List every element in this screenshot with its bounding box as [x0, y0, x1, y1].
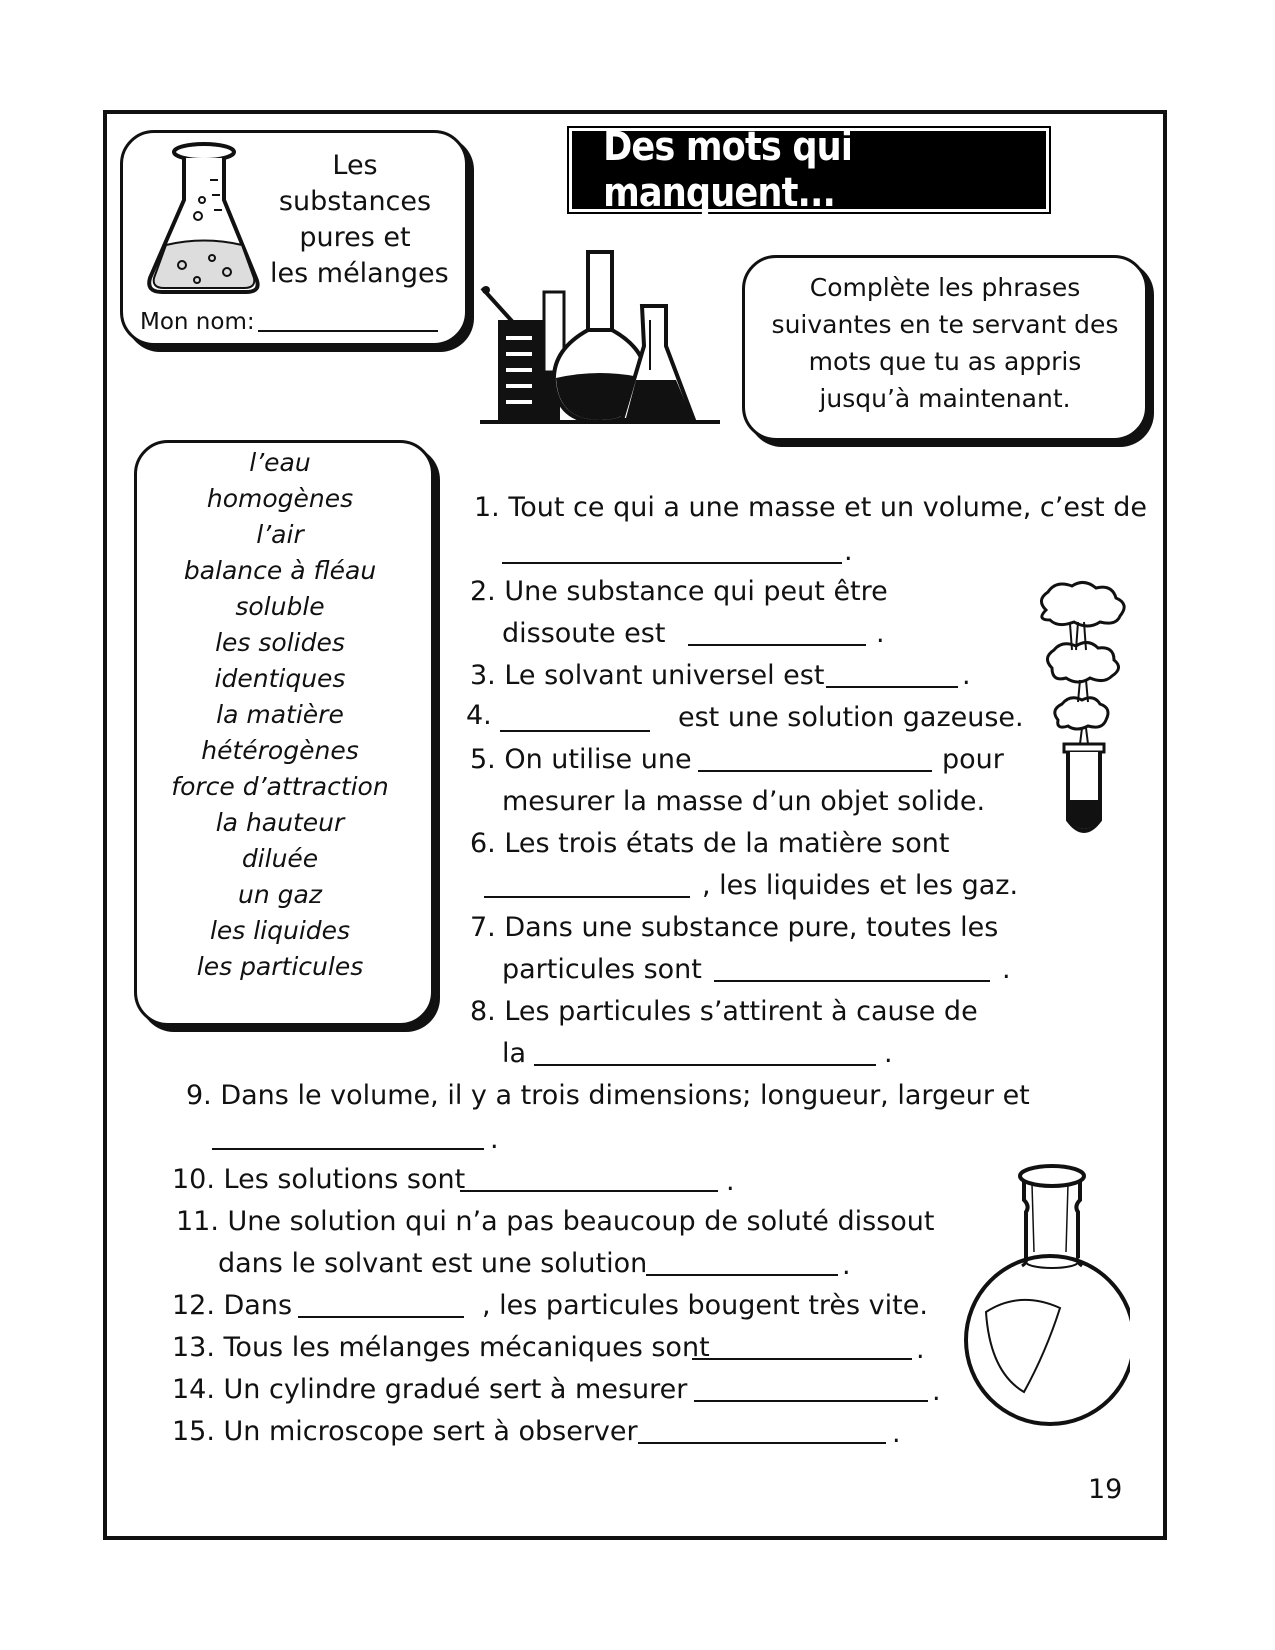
word-bank-item: soluble	[235, 592, 325, 621]
question-14-end: .	[932, 1376, 941, 1407]
test-tube-smoke-icon	[1026, 580, 1136, 840]
question-8-answer[interactable]	[534, 1064, 876, 1066]
question-10-answer[interactable]	[460, 1190, 718, 1192]
word-bank-item: l’air	[256, 520, 304, 549]
question-7-text-cont: particules sont	[502, 954, 702, 985]
word-bank-list	[134, 445, 426, 985]
question-10-end: .	[726, 1166, 735, 1197]
question-8-text-cont: la	[502, 1038, 527, 1069]
word-bank-item: la matière	[216, 700, 344, 729]
question-15-text: 15. Un microscope sert à observer	[172, 1416, 638, 1447]
word-bank-item: homogènes	[206, 484, 354, 513]
question-2-answer[interactable]	[688, 644, 866, 646]
name-field[interactable]	[258, 330, 438, 332]
question-9-end: .	[490, 1124, 499, 1155]
question-13-text: 13. Tous les mélanges mécaniques sont	[172, 1332, 710, 1363]
question-12-text-cont: , les particules bougent très vite.	[482, 1290, 928, 1321]
word-bank-item: force d’attraction	[171, 772, 389, 801]
word-bank-item: la hauteur	[215, 808, 345, 837]
question-1-end: .	[844, 536, 853, 567]
word-bank-item: les liquides	[209, 916, 351, 945]
question-6-text: 6. Les trois états de la matière sont	[470, 828, 950, 859]
unit-title-line-4: les mélanges	[270, 258, 449, 289]
question-3-end: .	[962, 660, 971, 691]
question-8-text: 8. Les particules s’attirent à cause de	[470, 996, 978, 1027]
question-1-answer[interactable]	[502, 562, 842, 564]
word-bank-item: hétérogènes	[201, 736, 359, 765]
question-5-text: 5. On utilise une	[470, 744, 692, 775]
word-bank-item: les solides	[215, 628, 345, 657]
word-bank-item: identiques	[214, 664, 346, 693]
question-4-answer[interactable]	[500, 730, 650, 732]
question-6-answer[interactable]	[484, 896, 690, 898]
word-bank-item: les particules	[196, 952, 364, 981]
word-bank-item: balance à fléau	[183, 556, 377, 585]
question-10-text: 10. Les solutions sont	[172, 1164, 466, 1195]
question-2-text-cont: dissoute est	[502, 618, 666, 649]
question-15-end: .	[892, 1418, 901, 1449]
question-9-text: 9. Dans le volume, il y a trois dimensions; longueur, largeur et	[186, 1080, 1030, 1111]
question-15-answer[interactable]	[638, 1442, 886, 1444]
question-11-text-cont: dans le solvant est une solution	[218, 1248, 648, 1279]
question-4-number: 4.	[466, 700, 492, 731]
question-11-end: .	[842, 1250, 851, 1281]
name-label: Mon nom:	[140, 309, 255, 335]
question-9-answer[interactable]	[212, 1148, 484, 1150]
question-3-text: 3. Le solvant universel est	[470, 660, 825, 691]
question-4-text: est une solution gazeuse.	[678, 702, 1024, 733]
question-3-answer[interactable]	[826, 686, 958, 688]
instructions-line-2: suivantes en te servant des	[771, 310, 1119, 339]
instructions-line-3: mots que tu as appris	[808, 347, 1082, 376]
word-bank-item: diluée	[241, 844, 319, 873]
question-11-answer[interactable]	[646, 1274, 838, 1276]
word-bank-item: un gaz	[238, 880, 322, 909]
question-11-text: 11. Une solution qui n’a pas beaucoup de soluté dissout	[176, 1206, 935, 1237]
word-bank-item: l’eau	[249, 448, 311, 477]
round-flask-icon	[950, 1162, 1130, 1432]
question-2-end: .	[876, 618, 885, 649]
unit-title-line-1: Les	[332, 150, 378, 181]
question-13-end: .	[916, 1334, 925, 1365]
page-number: 19	[1088, 1474, 1123, 1505]
question-13-answer[interactable]	[692, 1358, 912, 1360]
question-7-text: 7. Dans une substance pure, toutes les	[470, 912, 999, 943]
question-14-text: 14. Un cylindre gradué sert à mesurer	[172, 1374, 688, 1405]
unit-title-line-3: pures et	[299, 222, 411, 253]
worksheet-title: Des mots qui manquent...	[603, 124, 853, 216]
question-7-end: .	[1002, 954, 1011, 985]
question-12-text: 12. Dans	[172, 1290, 293, 1321]
question-5-text-cont: mesurer la masse d’un objet solide.	[502, 786, 986, 817]
question-12-answer[interactable]	[298, 1316, 464, 1318]
question-5-answer[interactable]	[698, 770, 932, 772]
question-6-text-cont: , les liquides et les gaz.	[702, 870, 1019, 901]
erlenmeyer-flask-icon	[142, 140, 262, 300]
instructions-line-1: Complète les phrases	[809, 273, 1081, 302]
unit-title-line-2: substances	[278, 186, 432, 217]
instructions-line-4: jusqu’à maintenant.	[819, 384, 1071, 413]
lab-glassware-icon	[480, 250, 720, 430]
question-1-text: 1. Tout ce qui a une masse et un volume, c’est de	[474, 492, 1147, 523]
question-5-text-mid: pour	[942, 744, 1004, 775]
question-8-end: .	[884, 1038, 893, 1069]
question-7-answer[interactable]	[714, 980, 990, 982]
question-14-answer[interactable]	[694, 1400, 928, 1402]
question-2-text: 2. Une substance qui peut être	[470, 576, 888, 607]
worksheet-title-banner	[572, 124, 1046, 216]
